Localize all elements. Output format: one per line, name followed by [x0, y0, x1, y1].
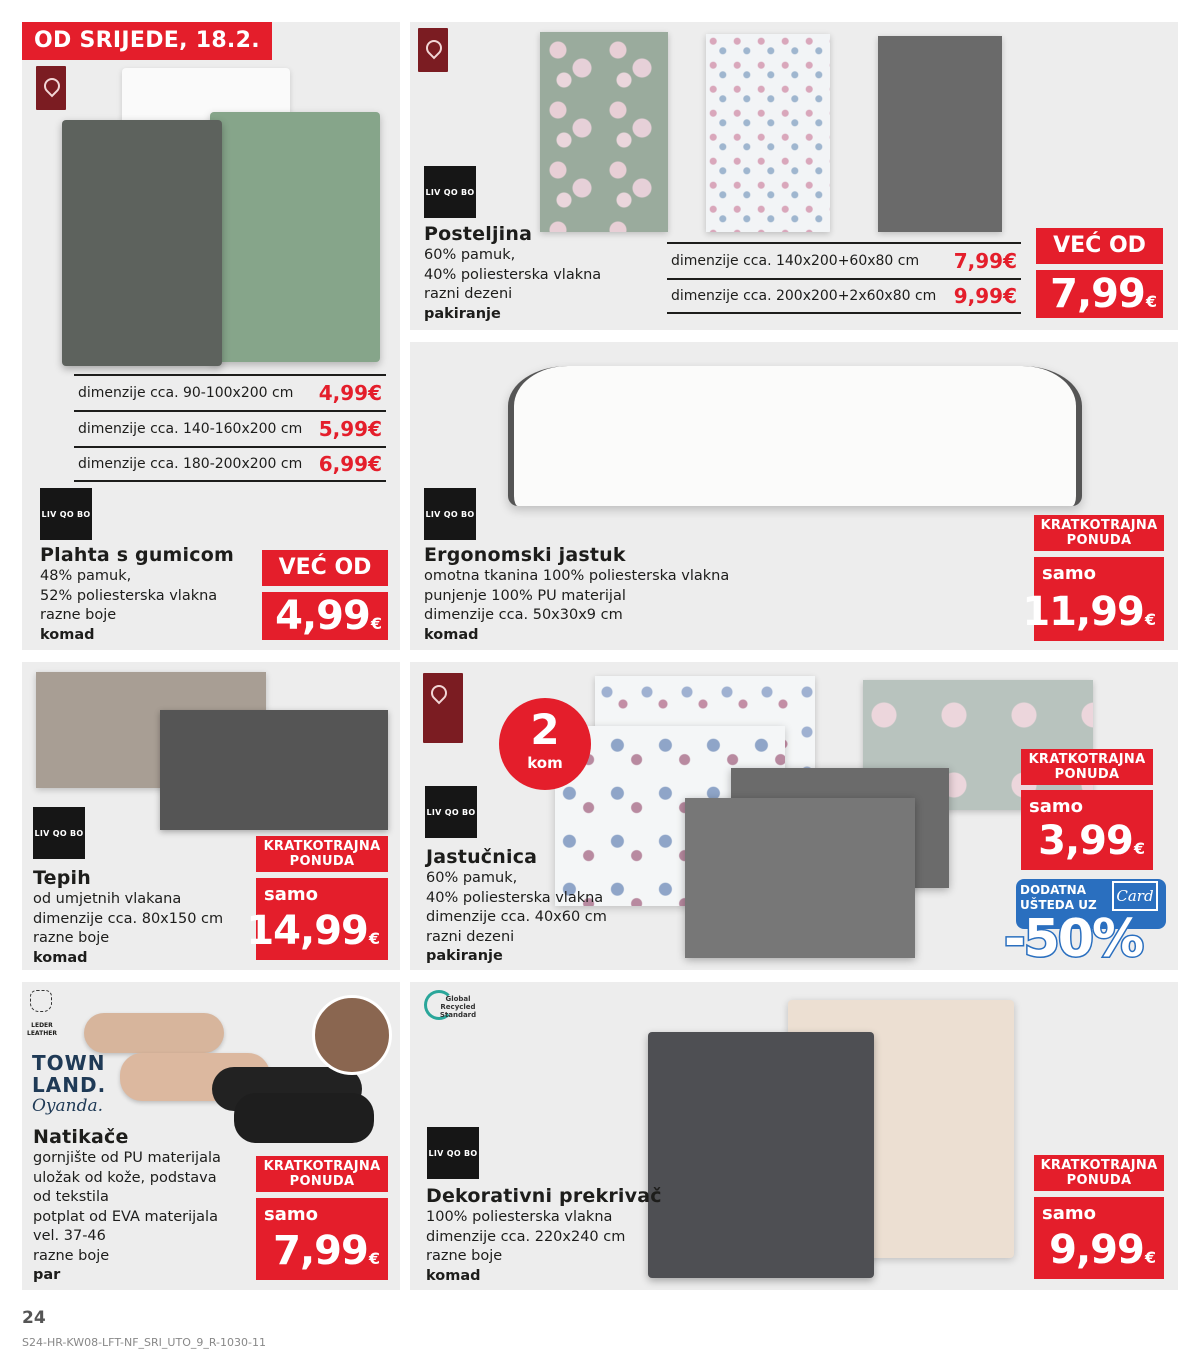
product-title: Jastučnica: [426, 846, 538, 868]
townland-brand-logo: TOWN LAND.: [32, 1051, 107, 1097]
price-tag: samo 11,99€: [1034, 557, 1164, 641]
vec-od-badge: VEĆ OD: [1036, 228, 1163, 264]
livarno-brand-logo: LIV QO BO: [33, 807, 85, 859]
size-row: dimenzije cca. 200x200+2x60x80 cm 9,99€: [667, 278, 1021, 314]
page-number: 24: [22, 1308, 46, 1328]
posteljina-product-image: [540, 32, 990, 237]
product-description: 60% pamuk, 40% poliesterska vlakna razni dezeni pakiranje: [424, 247, 602, 322]
price-tag: 4,99€: [262, 592, 388, 640]
kratkotrajna-ponuda-badge: KRATKOTRAJNA PONUDA: [1034, 515, 1164, 551]
product-title: Posteljina: [424, 223, 533, 245]
livarno-brand-logo: LIV QO BO: [40, 488, 92, 540]
tepih-product-image: [36, 672, 388, 832]
quantity-badge: 2 kom: [499, 698, 591, 790]
product-title: Ergonomski jastuk: [424, 544, 626, 566]
plahta-size-table: [74, 374, 386, 482]
product-title: Tepih: [33, 867, 91, 889]
size-row: dimenzije cca. 140-160x200 cm 5,99€: [74, 410, 386, 446]
livarno-brand-logo: LIV QO BO: [427, 1127, 479, 1179]
kratkotrajna-ponuda-badge: KRATKOTRAJNA PONUDA: [256, 836, 388, 872]
product-title: Plahta s gumicom: [40, 544, 234, 566]
cotton-africa-cert-icon: [423, 673, 463, 743]
price-tag: samo 7,99€: [256, 1198, 388, 1280]
product-description: gornjište od PU materijala uložak od kože, podstava od tekstila potplat od EVA materijala vel. 37-46 razne boje par: [33, 1150, 221, 1283]
product-description: 48% pamuk, 52% poliesterska vlakna razne boje komad: [40, 568, 218, 643]
vec-od-badge: VEĆ OD: [262, 550, 388, 586]
leather-label: LEDER LEATHER: [27, 1022, 57, 1037]
price-tag: samo 3,99€: [1021, 790, 1153, 870]
jastuk-product-image: [508, 366, 1082, 506]
date-banner: OD SRIJEDE, 18.2.: [22, 22, 272, 60]
posteljina-size-table: [667, 242, 1021, 314]
leather-icon: [30, 990, 52, 1012]
livarno-brand-logo: LIV QO BO: [425, 786, 477, 838]
livarno-brand-logo: LIV QO BO: [424, 488, 476, 540]
product-description: omotna tkanina 100% poliesterska vlakna punjenje 100% PU materijal dimenzije cca. 50x30x9 cm komad: [424, 568, 730, 643]
global-recycled-standard-icon: Global Recycled Standard: [424, 990, 484, 1022]
card-discount-badge: DODATNA UŠTEDA UZ Card -50%: [1004, 877, 1174, 967]
oyanda-brand-logo: Oyanda.: [32, 1096, 104, 1116]
print-code: S24-HR-KW08-LFT-NF_SRI_UTO_9_R-1030-11: [22, 1336, 266, 1349]
kratkotrajna-ponuda-badge: KRATKOTRAJNA PONUDA: [1021, 749, 1153, 785]
size-row: dimenzije cca. 180-200x200 cm 6,99€: [74, 446, 386, 482]
kratkotrajna-ponuda-badge: KRATKOTRAJNA PONUDA: [256, 1156, 388, 1192]
price-tag: samo 9,99€: [1034, 1197, 1164, 1279]
prekrivac-product-image: [648, 1000, 1016, 1280]
kratkotrajna-ponuda-badge: KRATKOTRAJNA PONUDA: [1034, 1155, 1164, 1191]
cotton-africa-cert-icon: [418, 28, 448, 72]
plahta-product-image: [60, 68, 385, 368]
product-description: od umjetnih vlakana dimenzije cca. 80x150 cm razne boje komad: [33, 891, 224, 966]
product-title: Natikače: [33, 1126, 129, 1148]
price-tag: 7,99€: [1036, 270, 1163, 318]
livarno-brand-logo: LIV QO BO: [424, 166, 476, 218]
product-description: 100% poliesterska vlakna dimenzije cca. 220x240 cm razne boje komad: [426, 1209, 626, 1284]
price-tag: samo 14,99€: [256, 878, 388, 960]
size-row: dimenzije cca. 140x200+60x80 cm 7,99€: [667, 242, 1021, 278]
product-title: Dekorativni prekrivač: [426, 1185, 662, 1207]
natikace-product-image: [80, 995, 390, 1145]
size-row: dimenzije cca. 90-100x200 cm 4,99€: [74, 374, 386, 410]
product-description: 60% pamuk, 40% poliesterska vlakna dimenzije cca. 40x60 cm razni dezeni pakiranje: [426, 870, 607, 964]
kaufland-card-icon: Card: [1112, 881, 1158, 911]
